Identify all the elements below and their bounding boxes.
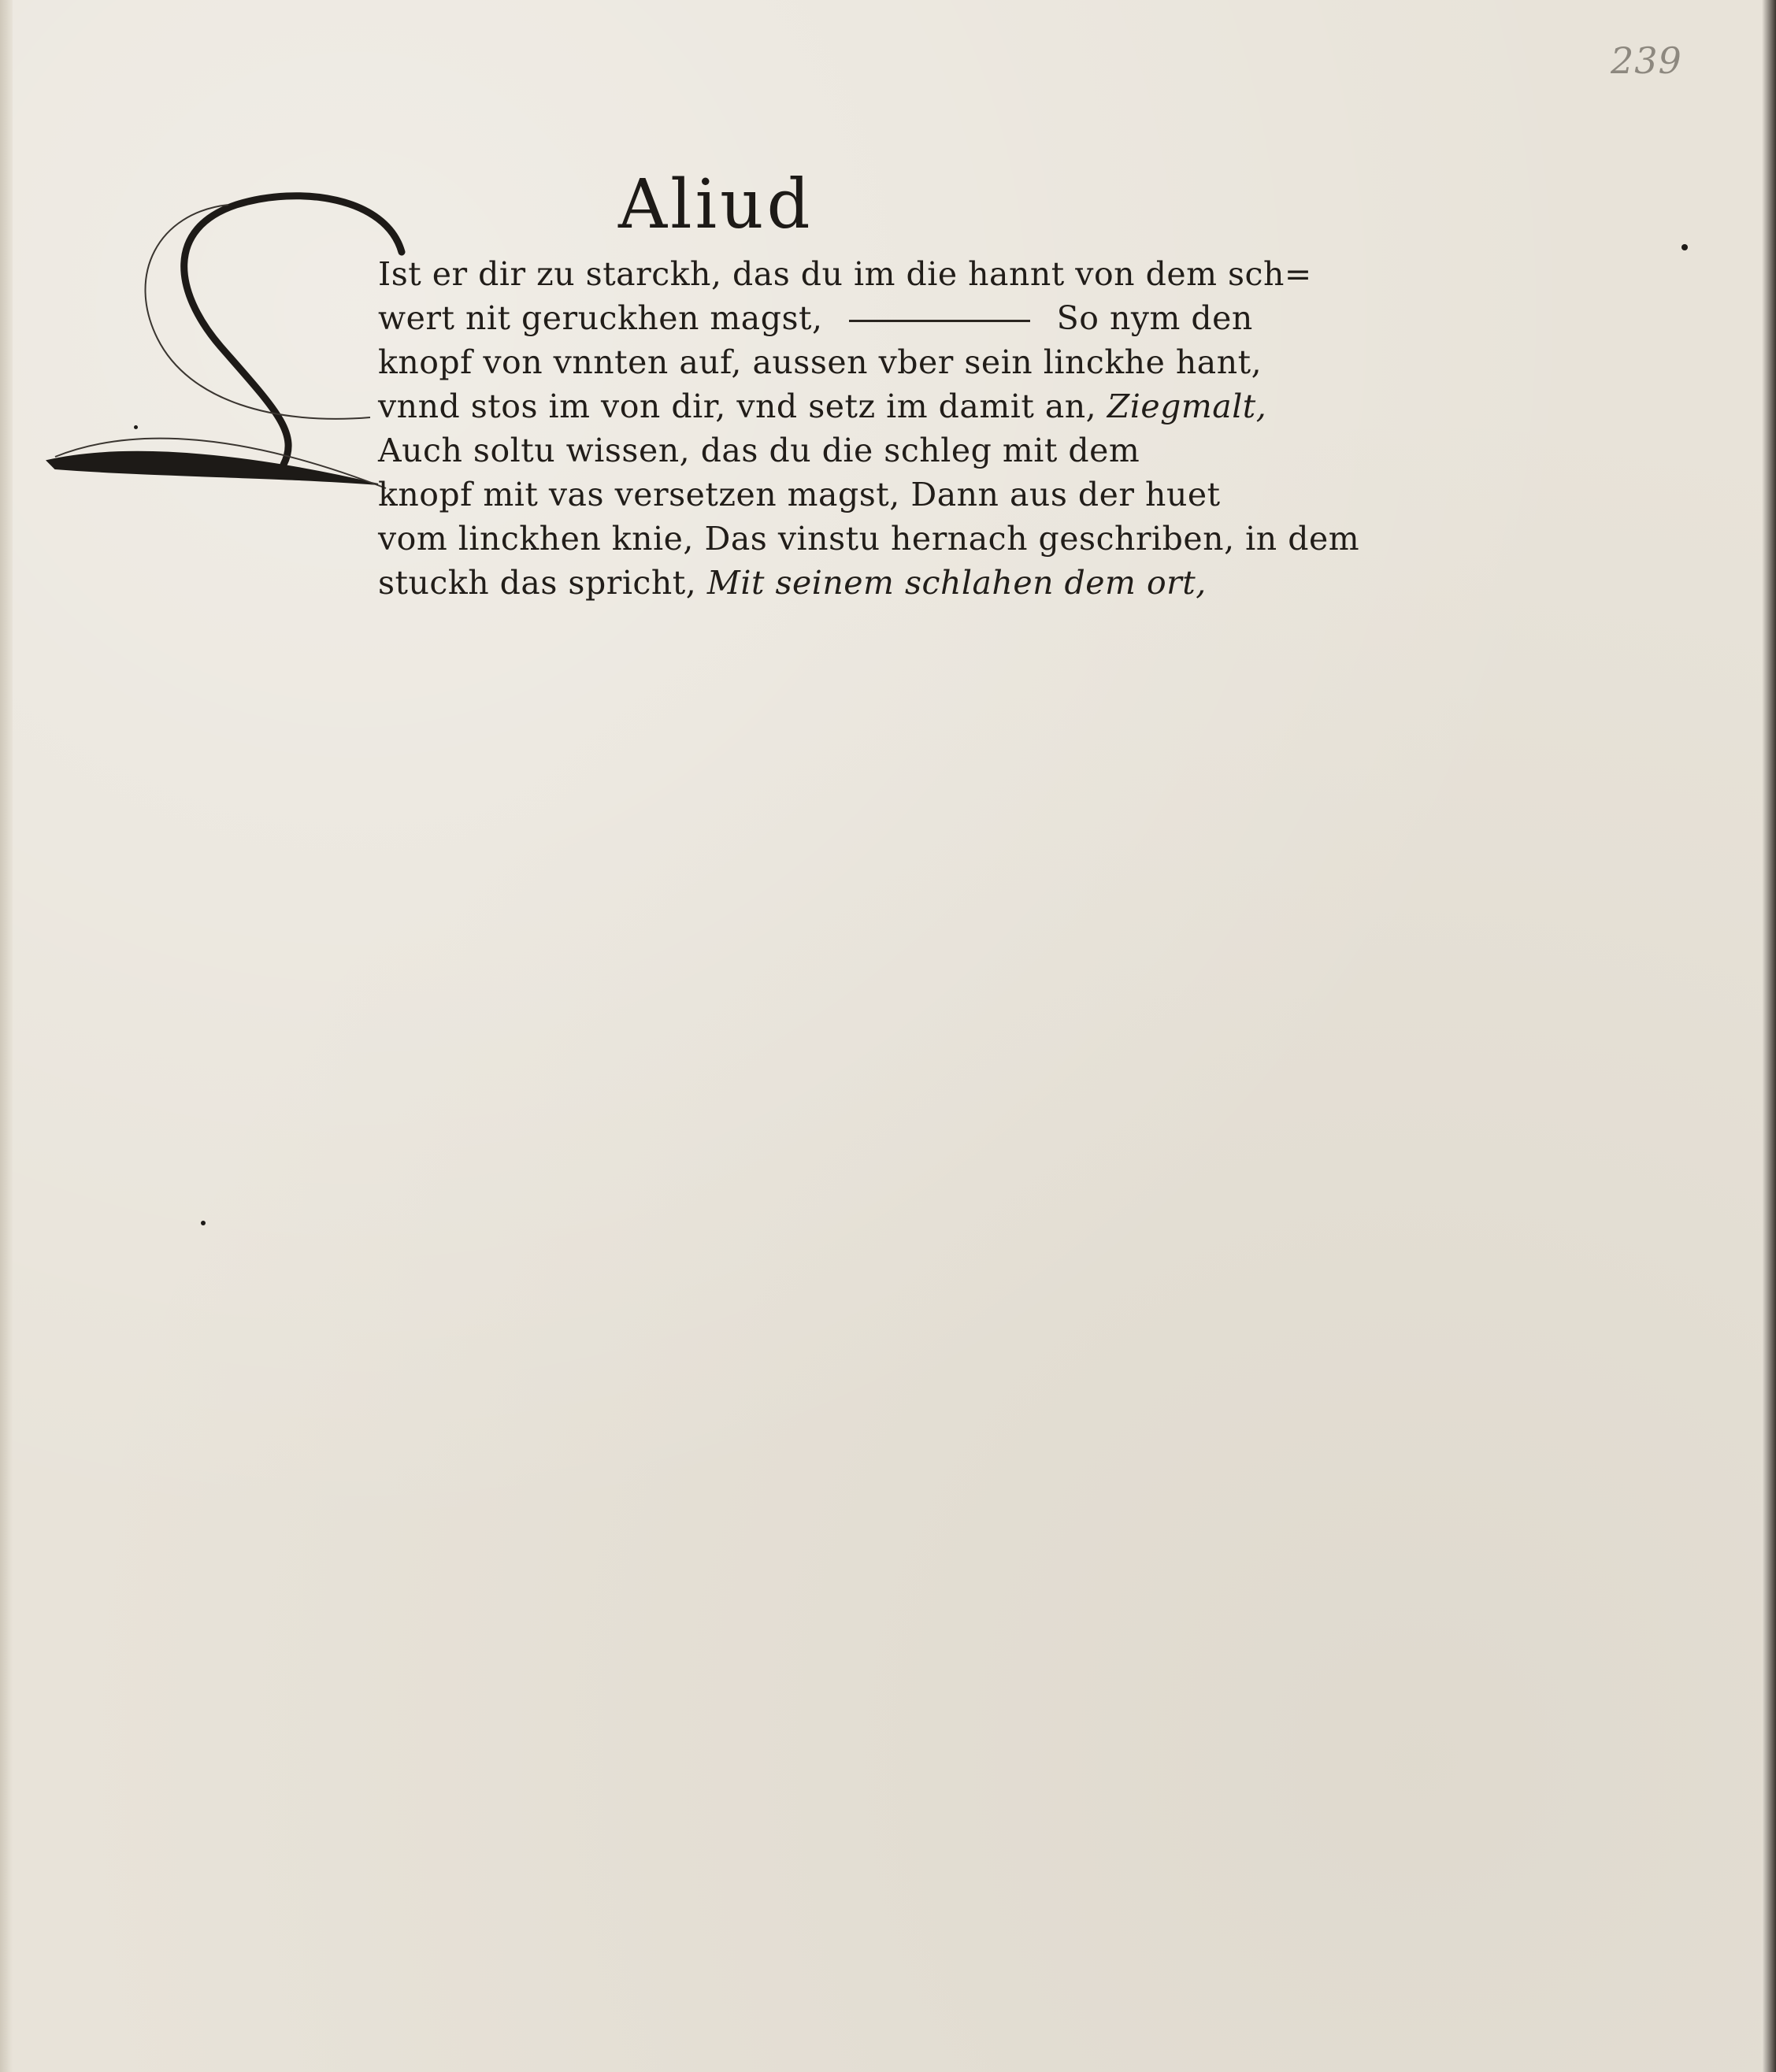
inline-gloss: Mit seinem schlahen dem ort,: [706, 564, 1207, 602]
text-line-4: [378, 384, 1536, 428]
marginal-gloss: Ziegmalt,: [1107, 387, 1267, 425]
text-line-8: [378, 561, 1536, 605]
text-line-2: [378, 296, 1536, 340]
text-line-5: [378, 428, 1536, 473]
text-line-1: [378, 252, 1536, 296]
line-text: Ist er dir zu starckh, das du im die hannt von dem sch=: [378, 255, 1312, 293]
line-text: stuckh das spricht,: [378, 564, 697, 602]
line-text: So nym den: [1056, 299, 1253, 337]
main-text-block: [378, 252, 1536, 646]
line-text: vnnd stos im von dir, vnd setz im damit an,: [378, 387, 1097, 425]
decorated-initial-flourish: [39, 189, 417, 504]
line-text: Auch soltu wissen, das du die schleg mit dem: [378, 432, 1140, 469]
line-text: knopf von vnnten auf, aussen vber sein linckhe hant,: [378, 343, 1262, 381]
line-filler-stroke: [849, 320, 1030, 322]
ink-dot: [201, 1221, 206, 1225]
text-line-3: [378, 340, 1536, 384]
folio-number: 239: [1611, 39, 1682, 82]
initial-loop: [184, 196, 402, 465]
line-text: vom linckhen knie, Das vinstu hernach geschriben, in dem: [378, 520, 1360, 558]
text-line-7: [378, 517, 1536, 561]
ink-dot: [1681, 244, 1688, 250]
text-line-6: [378, 473, 1536, 517]
line-text: knopf mit vas versetzen magst, Dann aus der huet: [378, 476, 1221, 513]
line-text: wert nit geruckhen magst,: [378, 299, 823, 337]
ink-dot: [134, 425, 138, 429]
page-edge-right: [1762, 0, 1776, 2072]
page-edge-left: [0, 0, 13, 2072]
page-heading: Aliud: [618, 165, 814, 244]
